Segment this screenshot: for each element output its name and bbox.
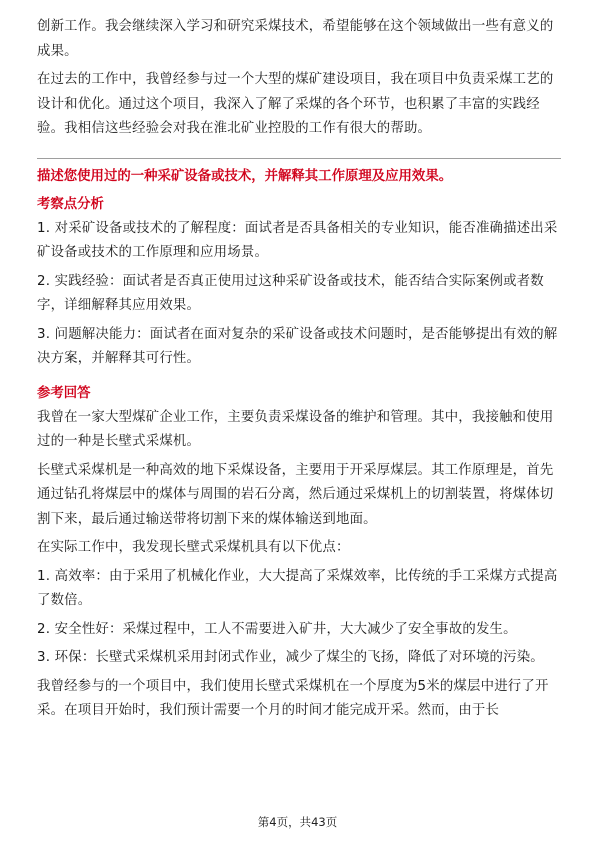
analysis-item-2: 2. 实践经验：面试者是否真正使用过这种采矿设备或技术，能否结合实际案例或者数字，详细解释其应用效果。 — [37, 273, 544, 313]
answer-heading: 参考回答 — [37, 385, 91, 401]
page-content — [37, 15, 561, 724]
intro-paragraph-2: 在过去的工作中，我曾经参与过一个大型的煤矿建设项目，我在项目中负责采煤工艺的设计和优化。通过这个项目，我深入了解了采煤的各个环节，也积累了丰富的实践经验。我相信这些经验会对我在淮北矿业控股的工作有很大的帮助。 — [37, 72, 554, 136]
answer-paragraph-4: 1. 高效率：由于采用了机械化作业，大大提高了采煤效率，比传统的手工采煤方式提高了数倍。 — [37, 568, 558, 608]
answer-paragraph-6: 3. 环保：长壁式采煤机采用封闭式作业，减少了煤尘的飞扬，降低了对环境的污染。 — [37, 650, 544, 665]
answer-paragraph-7: 我曾经参与的一个项目中，我们使用长壁式采煤机在一个厚度为5米的煤层中进行了开采。在项目开始时，我们预计需要一个月的时间才能完成开采。然而，由于长 — [37, 678, 549, 718]
page-number-footer: 第4页，共43页 — [257, 815, 338, 829]
intro-paragraph-1: 创新工作。我会继续深入学习和研究采煤技术，希望能够在这个领域做出一些有意义的成果。 — [37, 19, 554, 59]
answer-paragraph-5: 2. 安全性好：采煤过程中，工人不需要进入矿井，大大减少了安全事故的发生。 — [37, 621, 517, 637]
analysis-item-1: 1. 对采矿设备或技术的了解程度：面试者是否具备相关的专业知识，能否准确描述出采矿设备或技术的工作原理和应用场景。 — [37, 220, 558, 260]
answer-paragraph-3: 在实际工作中，我发现长壁式采煤机具有以下优点： — [37, 540, 350, 555]
question-title: 描述您使用过的一种采矿设备或技术，并解释其工作原理及应用效果。 — [37, 168, 453, 184]
section-divider — [37, 158, 561, 159]
answer-paragraph-2: 长壁式采煤机是一种高效的地下采煤设备，主要用于开采厚煤层。其工作原理是，首先通过钻孔将煤层中的煤体与周围的岩石分离，然后通过采煤机上的切割装置，将煤体切割下来，最后通过输送带将切割下来的煤体输送到地面。 — [37, 462, 554, 527]
answer-paragraph-1: 我曾在一家大型煤矿企业工作，主要负责采煤设备的维护和管理。其中，我接触和使用过的一种是长壁式采煤机。 — [37, 409, 554, 449]
analysis-item-3: 3. 问题解决能力：面试者在面对复杂的采矿设备或技术问题时，是否能够提出有效的解决方案，并解释其可行性。 — [37, 326, 558, 366]
analysis-heading: 考察点分析 — [37, 196, 104, 212]
